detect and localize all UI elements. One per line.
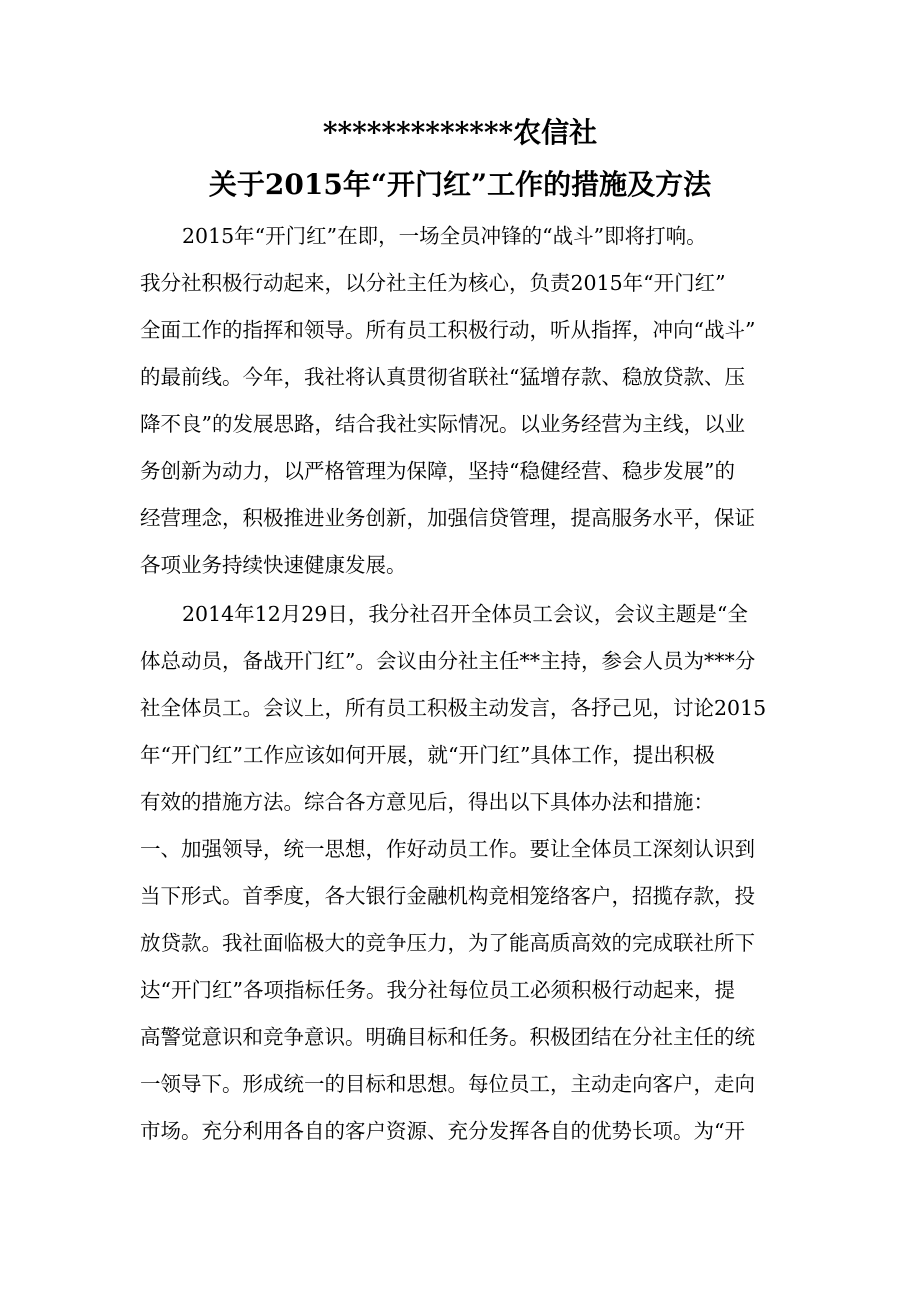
document-title-org: *************农信社 bbox=[322, 116, 598, 149]
text-line: 各项业务持续快速健康发展。 bbox=[140, 553, 407, 577]
text-line: 当下形式。首季度，各大银行金融机构竞相笼络客户，招揽存款，投 bbox=[140, 884, 755, 908]
text-line: 经营理念，积极推进业务创新，加强信贷管理，提高服务水平，保证 bbox=[140, 506, 755, 530]
text-line: 社全体员工。会议上，所有员工积极主动发言，各抒己见，讨论2015 bbox=[140, 696, 767, 720]
text-line: 降不良”的发展思路，结合我社实际情况。以业务经营为主线，以业 bbox=[140, 412, 745, 436]
text-line: 的最前线。今年，我社将认真贯彻省联社“猛增存款、稳放贷款、压 bbox=[140, 365, 745, 389]
paragraph-3 bbox=[140, 826, 785, 1155]
text-line: 2015年“开门红”在即，一场全员冲锋的“战斗”即将打响。 bbox=[182, 224, 707, 248]
text-line: 2014年12月29日，我分社召开全体员工会议，会议主题是“全 bbox=[182, 602, 748, 626]
text-line: 体总动员，备战开门红”。会议由分社主任**主持，参会人员为***分 bbox=[140, 649, 756, 673]
paragraph-1 bbox=[140, 213, 785, 589]
text-line: 有效的措施方法。综合各方意见后，得出以下具体办法和措施： bbox=[140, 790, 714, 814]
text-line: 达“开门红”各项指标任务。我分社每位员工必须积极行动起来，提 bbox=[140, 978, 735, 1002]
text-line: 我分社积极行动起来，以分社主任为核心，负责2015年“开门红” bbox=[140, 271, 726, 295]
text-line: 年“开门红”工作应该如何开展，就“开门红”具体工作，提出积极 bbox=[140, 743, 715, 767]
paragraph-2 bbox=[140, 591, 785, 826]
document-title-main: 关于2015年“开门红”工作的措施及方法 bbox=[208, 168, 712, 201]
text-line: 务创新为动力，以严格管理为保障，坚持“稳健经营、稳步发展”的 bbox=[140, 459, 735, 483]
text-line: 一、加强领导，统一思想，作好动员工作。要让全体员工深刻认识到 bbox=[140, 837, 755, 861]
document-body bbox=[140, 213, 785, 1155]
text-line: 全面工作的指挥和领导。所有员工积极行动，听从指挥，冲向“战斗” bbox=[140, 318, 756, 342]
text-line: 一领导下。形成统一的目标和思想。每位员工，主动走向客户，走向 bbox=[140, 1072, 755, 1096]
text-line: 高警觉意识和竞争意识。明确目标和任务。积极团结在分社主任的统 bbox=[140, 1025, 755, 1049]
text-line: 放贷款。我社面临极大的竞争压力，为了能高质高效的完成联社所下 bbox=[140, 931, 755, 955]
text-line: 市场。充分利用各自的客户资源、充分发挥各自的优势长项。为“开 bbox=[140, 1119, 745, 1143]
